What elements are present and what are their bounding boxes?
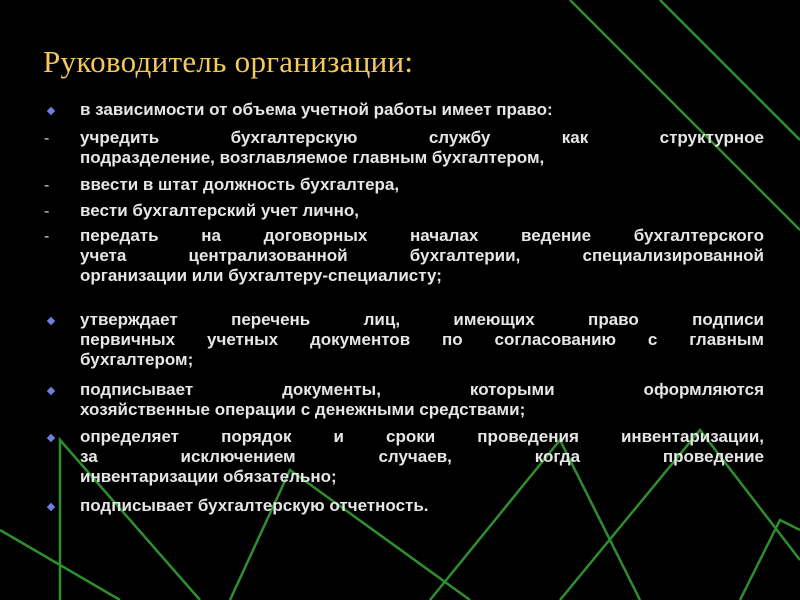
list-line (44, 310, 764, 332)
list-item-text: передать на договорных началах ведение бухгалтерского (80, 226, 764, 245)
list-item-text: учредить бухгалтерскую службу как структурное (80, 128, 764, 147)
list-line (44, 226, 764, 248)
list-item-text: утверждает перечень лиц, имеющих право подписи (80, 310, 764, 329)
bullet-diamond-icon (47, 434, 55, 442)
dash-marker: - (44, 130, 50, 147)
list-item-text: учета централизованной бухгалтерии, специализированной (80, 246, 764, 265)
list-item-text: хозяйственные операции с денежными средствами; (80, 400, 526, 419)
list-line (44, 427, 764, 449)
dash-marker: - (44, 177, 50, 194)
list-line (44, 246, 764, 268)
list-item-text: подразделение, возглавляемое главным бухгалтером, (80, 148, 545, 167)
slide-title: Руководитель организации: (43, 44, 414, 79)
list-item-text: вести бухгалтерский учет лично, (80, 201, 359, 220)
list-line (44, 350, 764, 372)
decor-triangle-far-right (740, 520, 800, 600)
list-line (44, 380, 764, 402)
list-line (44, 128, 764, 150)
decor-triangle-center (230, 470, 470, 600)
list-item-text: первичных учетных документов по согласованию с главным (80, 330, 764, 349)
list-item-text: в зависимости от объема учетной работы имеет право: (80, 100, 553, 119)
list-item-text: подписывает документы, которыми оформляются (80, 380, 764, 399)
list-line (44, 467, 764, 489)
bullet-diamond-icon (47, 503, 55, 511)
list-line (44, 447, 764, 469)
list-item-text: за исключением случаев, когда проведение (80, 447, 764, 466)
list-item-text: бухгалтером; (80, 350, 194, 369)
bullet-diamond-icon (47, 107, 55, 115)
list-line (44, 496, 764, 518)
list-line (44, 400, 764, 422)
list-line (44, 148, 764, 170)
list-line (44, 175, 764, 197)
list-line (44, 100, 764, 122)
bullet-diamond-icon (47, 387, 55, 395)
list-item-text: инвентаризации обязательно; (80, 467, 337, 486)
list-item-text: подписывает бухгалтерскую отчетность. (80, 496, 429, 515)
list-line (44, 330, 764, 352)
list-item-text: определяет порядок и сроки проведения инвентаризации, (80, 427, 764, 446)
bullet-diamond-icon (47, 317, 55, 325)
list-line (44, 266, 764, 288)
list-item-text: организации или бухгалтеру-специалисту; (80, 266, 442, 285)
dash-marker: - (44, 228, 50, 245)
dash-marker: - (44, 203, 50, 220)
list-line (44, 201, 764, 223)
list-item-text: ввести в штат должность бухгалтера, (80, 175, 400, 194)
